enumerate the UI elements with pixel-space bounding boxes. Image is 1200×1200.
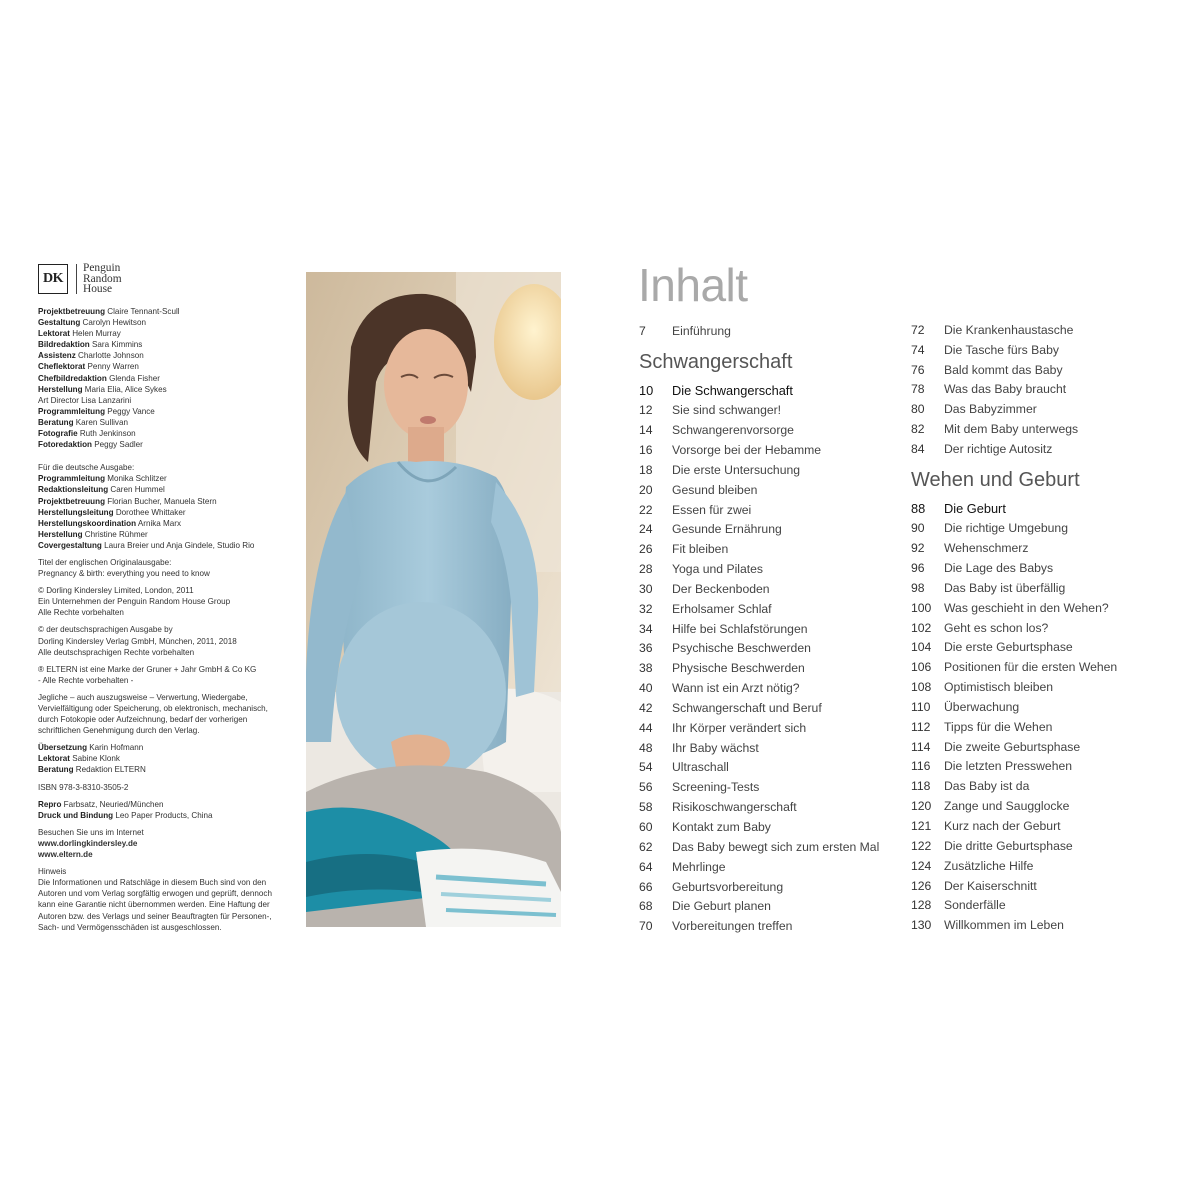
toc-entry: [911, 578, 1181, 598]
credit-role: Cheflektorat: [38, 362, 86, 372]
isbn: ISBN 978-3-8310-3505-2: [38, 782, 129, 792]
credit-name: Carolyn Hewitson: [82, 318, 146, 328]
toc-entry-label: Gesund bleiben: [672, 482, 758, 497]
toc-entry: [911, 439, 1181, 459]
toc-page-number: 16: [639, 442, 653, 457]
toc-page-number: 76: [911, 362, 925, 377]
toc-page-number: 70: [639, 919, 653, 934]
toc-entry-label: Einführung: [672, 323, 731, 338]
toc-entry: [911, 757, 1181, 777]
toc-entry-label: Zange und Saugglocke: [944, 799, 1070, 814]
toc-entry-label: Geht es schon los?: [944, 620, 1049, 635]
credit-name: Maria Elia, Alice Sykes: [84, 384, 167, 394]
copyright-de: © der deutschsprachigen Ausgabe by: [38, 625, 173, 635]
toc-entry-label: Ihr Baby wächst: [672, 740, 759, 755]
toc-entry: [911, 419, 1181, 439]
toc-entry: [639, 817, 909, 837]
toc-entry: [639, 321, 909, 341]
toc-page-number: 44: [639, 720, 653, 735]
toc-chapter: [911, 499, 1181, 519]
credit-name: Monika Schlitzer: [107, 474, 167, 484]
toc-entry: [639, 420, 909, 440]
toc-page-number: 82: [911, 422, 925, 437]
toc-page-number: 38: [639, 661, 653, 676]
credit-role: Fotoredaktion: [38, 440, 92, 450]
credit-name: Sabine Klonk: [72, 754, 120, 764]
toc-entry: [639, 539, 909, 559]
toc-entry: [911, 856, 1181, 876]
toc-entry: [639, 877, 909, 897]
toc-entry-label: Willkommen im Leben: [944, 918, 1064, 933]
toc-entry-label: Tipps für die Wehen: [944, 719, 1053, 734]
rights-notice: Vervielfältigung oder Speicherung, ob elektronisch, mechanisch,: [38, 704, 268, 713]
toc-entry: [639, 519, 909, 539]
toc-page-number: 128: [911, 898, 932, 913]
credit-name: Karin Hofmann: [89, 743, 144, 753]
toc-page-number: 102: [911, 620, 932, 635]
credit-role: Herstellung: [38, 384, 83, 394]
credit-role: Covergestaltung: [38, 540, 102, 550]
toc-entry: [639, 559, 909, 579]
toc-entry-label: Der richtige Autositz: [944, 441, 1053, 456]
credit-role: Fotografie: [38, 429, 78, 439]
credit-role: Programmleitung: [38, 406, 106, 416]
credit-role: Projektbetreuung: [38, 307, 106, 316]
toc-entry-label: Die letzten Presswehen: [944, 759, 1073, 774]
credit-line: [38, 753, 300, 764]
toc-section-heading: Wehen und Geburt: [911, 469, 1080, 492]
toc-entry-label: Die Lage des Babys: [944, 561, 1054, 576]
toc-entry: [639, 738, 909, 758]
photo-illustration: [306, 272, 561, 927]
toc-entry: [911, 518, 1181, 538]
toc-page-number: 74: [911, 342, 925, 357]
toc-entry: [911, 915, 1181, 935]
toc-entry-label: Die Krankenhaustasche: [944, 322, 1074, 337]
toc-page-number: 32: [639, 601, 653, 616]
toc-entry-label: Die erste Untersuchung: [672, 462, 801, 477]
credit-role: Gestaltung: [38, 318, 81, 328]
hint-text: Autoren und vom Verlag sorgfältig erwogen und geprüft, dennoch: [38, 889, 272, 899]
credit-name: Peggy Sadler: [94, 440, 143, 450]
toc-entry-label: Das Baby bewegt sich zum ersten Mal: [672, 839, 880, 854]
credit-line: [38, 473, 300, 484]
toc-entry: [911, 558, 1181, 578]
toc-entry: [911, 876, 1181, 896]
toc-page-number: 78: [911, 382, 925, 397]
toc-page-number: 14: [639, 423, 653, 438]
toc-entry-label: Die richtige Umgebung: [944, 521, 1068, 536]
toc-page-number: 124: [911, 858, 932, 873]
toc-entry-label: Geburtsvorbereitung: [672, 879, 784, 894]
toc-entry: [639, 440, 909, 460]
toc-page-number: 122: [911, 838, 932, 853]
toc-page-number: 84: [911, 441, 925, 456]
toc-entry-label: Positionen für die ersten Wehen: [944, 660, 1118, 675]
toc-entry: [911, 399, 1181, 419]
toc-entry-label: Der Kaiserschnitt: [944, 878, 1037, 893]
toc-entry-label: Die Geburt: [944, 501, 1006, 517]
credit-role: Repro: [38, 799, 62, 809]
toc-page-number: 18: [639, 462, 653, 477]
web-intro: Besuchen Sie uns im Internet: [38, 827, 144, 837]
german-edition-intro: Für die deutsche Ausgabe:: [38, 463, 135, 473]
credit-line: [38, 529, 300, 540]
toc-entry-label: Mit dem Baby unterwegs: [944, 422, 1079, 437]
toc-entry-label: Fit bleiben: [672, 542, 729, 557]
credit-role: Herstellungskoordination: [38, 518, 137, 528]
toc-entry-label: Physische Beschwerden: [672, 661, 805, 676]
penguin-random-house-logo: Penguin Random House: [83, 262, 122, 296]
toc-page-number: 58: [639, 800, 653, 815]
toc-page-number: 96: [911, 561, 925, 576]
toc-entry-label: Der Beckenboden: [672, 581, 770, 596]
toc-page-number: 48: [639, 740, 653, 755]
toc-page-number: 130: [911, 918, 932, 933]
toc-entry: [639, 460, 909, 480]
toc-entry: [639, 758, 909, 778]
toc-page-number: 40: [639, 681, 653, 696]
toc-entry-label: Ultraschall: [672, 760, 729, 775]
toc-entry: [911, 895, 1181, 915]
toc-entry-label: Das Baby ist überfällig: [944, 580, 1066, 595]
credit-role: Chefbildredaktion: [38, 373, 107, 383]
credit-name: Laura Breier und Anja Gindele, Studio Rio: [104, 540, 255, 550]
copyright-uk: Ein Unternehmen der Penguin Random House Group: [38, 597, 231, 607]
photo-pregnant-woman-meditating: [306, 272, 561, 927]
copyright-de: Alle deutschsprachigen Rechte vorbehalten: [38, 647, 195, 657]
credit-name: Sara Kimmins: [91, 340, 143, 350]
toc-page-number: 104: [911, 640, 932, 655]
toc-page-number: 62: [639, 839, 653, 854]
toc-entry-label: Wann ist ein Arzt nötig?: [672, 681, 800, 696]
toc-entry: [639, 896, 909, 916]
toc-page-number: 26: [639, 542, 653, 557]
toc-entry: [639, 718, 909, 738]
toc-page-number: 10: [639, 382, 654, 398]
rights-notice: durch Fotokopie oder Aufzeichnung, bedarf der vorherigen: [38, 715, 248, 725]
rights-notice: schriftlichen Genehmigung durch den Verlag.: [38, 726, 200, 736]
toc-page-number: 12: [639, 403, 653, 418]
credit-name: Arnika Marx: [137, 518, 182, 528]
toc-page-number: 72: [911, 322, 925, 337]
credit-name: Farbsatz, Neuried/München: [63, 799, 164, 809]
hint-text: Die Informationen und Ratschläge in diesem Buch sind von den: [38, 878, 267, 888]
dk-logo-icon: DK: [38, 264, 68, 294]
toc-entry: [911, 816, 1181, 836]
credit-name: Dorothee Whittaker: [115, 507, 186, 517]
credit-role: Übersetzung: [38, 743, 88, 753]
toc-entry-label: Psychische Beschwerden: [672, 641, 811, 656]
credit-role: Lektorat: [38, 329, 70, 339]
toc-page-number: 98: [911, 580, 925, 595]
toc-entry: [639, 837, 909, 857]
credit-name: Peggy Vance: [107, 406, 155, 416]
credit-line: [38, 507, 300, 518]
toc-entry: [639, 916, 909, 936]
toc-entry-label: Die Schwangerschaft: [672, 382, 793, 398]
toc-entry-label: Das Babyzimmer: [944, 402, 1037, 417]
credit-line: [38, 395, 300, 406]
credit-role: Redaktionsleitung: [38, 485, 109, 495]
toc-entry-label: Kurz nach der Geburt: [944, 819, 1061, 834]
logo-divider: [76, 264, 77, 294]
toc-entry: [911, 598, 1181, 618]
toc-entry-label: Das Baby ist da: [944, 779, 1030, 794]
toc-entry-label: Erholsamer Schlaf: [672, 601, 772, 616]
toc-entry: [639, 857, 909, 877]
toc-entry-label: Screening-Tests: [672, 780, 760, 795]
toc-entry-label: Schwangerenvorsorge: [672, 423, 794, 438]
toc-page-number: 28: [639, 562, 653, 577]
credit-line: [38, 373, 300, 384]
credit-line: [38, 350, 300, 361]
toc-entry: [911, 717, 1181, 737]
credit-line: [38, 339, 300, 350]
toc-entry: [639, 400, 909, 420]
toc-page-number: 80: [911, 402, 925, 417]
toc-page-number: 7: [639, 323, 646, 338]
toc-page-number: 68: [639, 899, 653, 914]
toc-entry-label: Was das Baby braucht: [944, 382, 1067, 397]
toc-entry: [911, 340, 1181, 360]
toc-entry: [911, 737, 1181, 757]
toc-page-number: 126: [911, 878, 932, 893]
credit-name: Helen Murray: [72, 329, 121, 339]
trademark-notice: - Alle Rechte vorbehalten -: [38, 675, 134, 685]
toc-chapter: [639, 381, 909, 401]
credit-role: Druck und Bindung: [38, 810, 114, 820]
toc-entry-label: Die Tasche fürs Baby: [944, 342, 1059, 357]
credit-line: [38, 810, 300, 821]
hint-text: kann eine Garantie nicht übernommen werden. Eine Haftung der: [38, 900, 270, 910]
credit-role: Herstellung: [38, 529, 83, 539]
credit-line: [38, 428, 300, 439]
toc-entry-label: Was geschieht in den Wehen?: [944, 600, 1109, 615]
credit-line: [38, 518, 300, 529]
credit-role: Beratung: [38, 417, 74, 427]
credit-line: [38, 496, 300, 507]
credit-line: [38, 742, 300, 753]
toc-column-1: [639, 321, 909, 936]
toc-page-number: 110: [911, 699, 931, 714]
toc-entry-label: Sonderfälle: [944, 898, 1006, 913]
credit-line: [38, 384, 300, 395]
toc-entry: [639, 480, 909, 500]
toc-page-number: 114: [911, 739, 931, 754]
toc-page-number: 54: [639, 760, 653, 775]
credit-line: [38, 417, 300, 428]
credit-name: Claire Tennant-Scull: [107, 307, 180, 316]
toc-entry: [639, 639, 909, 659]
toc-entry-label: Vorbereitungen treffen: [672, 919, 793, 934]
toc-entry-label: Gesunde Ernährung: [672, 522, 782, 537]
toc-entry-label: Vorsorge bei der Hebamme: [672, 442, 822, 457]
toc-entry: [639, 619, 909, 639]
toc-entry-label: Risikoschwangerschaft: [672, 800, 797, 815]
toc-page-number: 34: [639, 621, 653, 636]
toc-entry: [639, 797, 909, 817]
toc-entry-label: Yoga und Pilates: [672, 562, 764, 577]
toc-entry-label: Die zweite Geburtsphase: [944, 739, 1081, 754]
toc-entry-label: Essen für zwei: [672, 502, 752, 517]
copyright-uk: © Dorling Kindersley Limited, London, 2011: [38, 586, 194, 596]
toc-entry: [639, 500, 909, 520]
toc-page-number: 30: [639, 581, 653, 596]
imprint-column: [38, 262, 300, 933]
toc-page-number: 64: [639, 859, 653, 874]
copyright-de: Dorling Kindersley Verlag GmbH, München, 2011, 2018: [38, 636, 237, 646]
credit-name: Karen Sullivan: [75, 417, 128, 427]
credit-line: [38, 540, 300, 551]
toc-entry: [639, 579, 909, 599]
credit-line: [38, 328, 300, 339]
toc-page-number: 118: [911, 779, 931, 794]
toc-page-number: 92: [911, 541, 925, 556]
toc-entry-label: Zusätzliche Hilfe: [944, 858, 1034, 873]
toc-entry: [639, 678, 909, 698]
toc-entry-label: Kontakt zum Baby: [672, 820, 771, 835]
credit-name: Caren Hummel: [110, 485, 165, 495]
publisher-logo: [38, 262, 300, 296]
credit-role: Projektbetreuung: [38, 496, 106, 506]
toc-entry: [639, 599, 909, 619]
toc-page-number: 22: [639, 502, 653, 517]
credit-name: Florian Bucher, Manuela Stern: [107, 496, 217, 506]
credit-line: [38, 306, 300, 317]
credit-line: [38, 764, 300, 775]
toc-page-number: 56: [639, 780, 653, 795]
original-title: Pregnancy & birth: everything you need to know: [38, 569, 210, 579]
toc-entry: [911, 638, 1181, 658]
imprint-body: [38, 306, 300, 933]
toc-entry: [911, 618, 1181, 638]
copyright-uk: Alle Rechte vorbehalten: [38, 608, 124, 618]
hint-title: Hinweis: [38, 867, 67, 877]
toc-entry-label: Die dritte Geburtsphase: [944, 838, 1073, 853]
toc-page-number: 66: [639, 879, 653, 894]
toc-entry: [911, 320, 1181, 340]
toc-entry: [639, 698, 909, 718]
credit-role: Bildredaktion: [38, 340, 90, 350]
toc-entry: [911, 677, 1181, 697]
credit-role: Lektorat: [38, 754, 70, 764]
toc-page-number: 106: [911, 660, 932, 675]
credit-name: Penny Warren: [87, 362, 139, 372]
toc-entry: [911, 538, 1181, 558]
toc-entry: [911, 796, 1181, 816]
toc-page-number: 108: [911, 680, 932, 695]
toc-entry: [639, 658, 909, 678]
toc-entry-label: Hilfe bei Schlafstörungen: [672, 621, 808, 636]
toc-page-number: 24: [639, 522, 653, 537]
trademark-notice: ® ELTERN ist eine Marke der Gruner + Jahr GmbH & Co KG: [38, 664, 257, 674]
toc-entry: [911, 657, 1181, 677]
credit-role: Assistenz: [38, 351, 76, 361]
toc-entry: [911, 776, 1181, 796]
credit-name: Leo Paper Products, China: [115, 810, 213, 820]
toc-page-number: 36: [639, 641, 653, 656]
toc-entry-label: Mehrlinge: [672, 859, 726, 874]
rights-notice: Jegliche – auch auszugsweise – Verwertung, Wiedergabe,: [38, 692, 248, 702]
toc-entry-label: Optimistisch bleiben: [944, 680, 1054, 695]
toc-column-2: [911, 320, 1181, 935]
credit-line: [38, 799, 300, 810]
credit-name: Ruth Jenkinson: [79, 429, 136, 439]
toc-page-number: 20: [639, 482, 653, 497]
toc-entry-label: Wehenschmerz: [944, 541, 1029, 556]
toc-page-number: 88: [911, 501, 926, 517]
toc-entry: [911, 697, 1181, 717]
credit-name: Glenda Fisher: [109, 373, 160, 383]
toc-entry: [639, 777, 909, 797]
web-link: www.eltern.de: [38, 850, 93, 860]
credit-line: [38, 439, 300, 450]
credit-role: Programmleitung: [38, 474, 106, 484]
toc-section-heading: Schwangerschaft: [639, 351, 793, 374]
toc-entry: [911, 380, 1181, 400]
web-link: www.dorlingkindersley.de: [38, 838, 138, 848]
credit-line: [38, 484, 300, 495]
toc-page-number: 42: [639, 700, 653, 715]
credit-name: Redaktion ELTERN: [75, 765, 146, 775]
toc-page-number: 116: [911, 759, 931, 774]
original-title: Titel der englischen Originalausgabe:: [38, 557, 172, 567]
toc-entry-label: Ihr Körper verändert sich: [672, 720, 807, 735]
toc-entry-label: Die Geburt planen: [672, 899, 771, 914]
hint-text: Sach- und Vermögensschäden ist ausgeschlossen.: [38, 922, 222, 932]
credit-line: [38, 406, 300, 417]
credit-name: Art Director Lisa Lanzarini: [38, 395, 132, 405]
credit-name: Charlotte Johnson: [78, 351, 144, 361]
credit-line: [38, 317, 300, 328]
toc-entry-label: Bald kommt das Baby: [944, 362, 1063, 377]
toc-entry: [911, 836, 1181, 856]
toc-page-number: 120: [911, 799, 932, 814]
toc-entry-label: Sie sind schwanger!: [672, 403, 782, 418]
toc-entry-label: Schwangerschaft und Beruf: [672, 700, 822, 715]
toc-entry-label: Überwachung: [944, 699, 1020, 714]
hint-text: Autoren bzw. des Verlags und seiner Beauftragten für Personen-,: [38, 911, 272, 921]
toc-page-number: 90: [911, 521, 925, 536]
toc-page-number: 100: [911, 600, 932, 615]
credit-role: Beratung: [38, 765, 74, 775]
credit-role: Herstellungsleitung: [38, 507, 114, 517]
credit-name: Christine Rühmer: [84, 529, 148, 539]
toc-page-number: 60: [639, 820, 653, 835]
credit-line: [38, 361, 300, 372]
toc-entry: [911, 360, 1181, 380]
toc-page-number: 112: [911, 719, 931, 734]
toc-entry-label: Die erste Geburtsphase: [944, 640, 1073, 655]
contents-title: Inhalt: [638, 259, 748, 311]
toc-page-number: 121: [911, 819, 932, 834]
